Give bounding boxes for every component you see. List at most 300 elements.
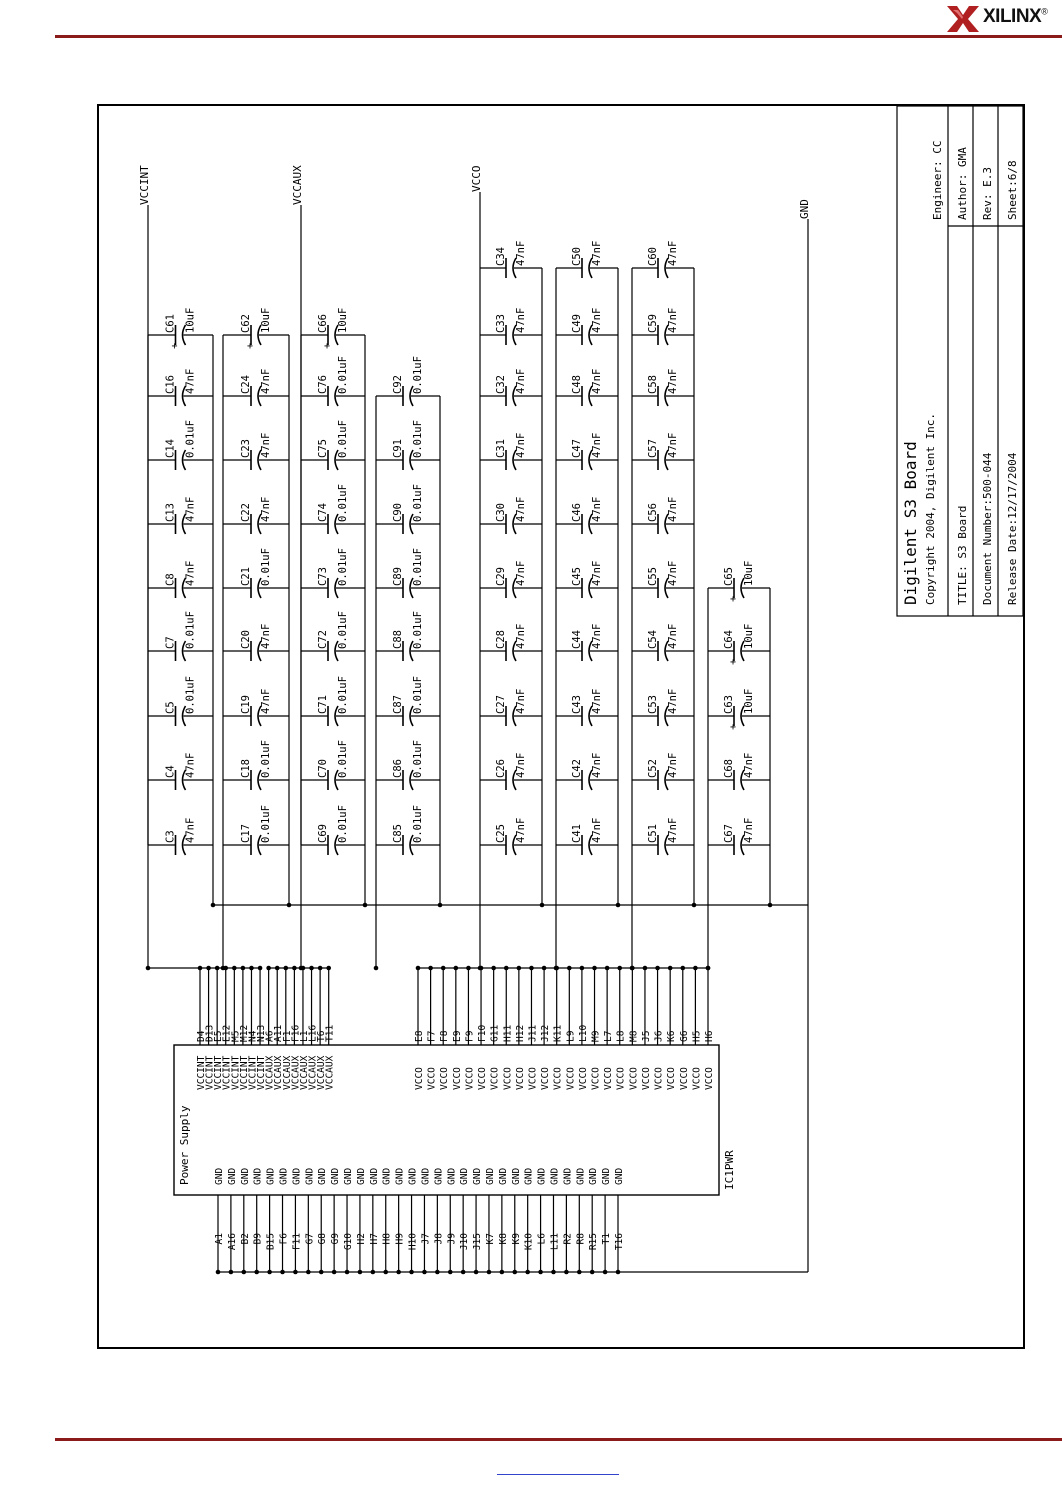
cap-value: 0.01uF <box>337 740 349 778</box>
pin-function-label: GND <box>304 1167 316 1185</box>
cap-value: 0.01uF <box>412 676 424 714</box>
cap-value: 0.01uF <box>337 805 349 843</box>
cap-refdes: C68 <box>723 759 735 778</box>
pin-function-label: VCCINT <box>230 1055 242 1090</box>
cap-value: 0.01uF <box>184 420 197 458</box>
cap-refdes: C66 <box>317 314 329 333</box>
cap-refdes: C46 <box>571 503 583 522</box>
junction-dot <box>299 966 304 971</box>
release-date: Release Date:12/17/2004 <box>1006 452 1019 605</box>
cap-refdes: C28 <box>495 630 507 649</box>
pin-function-label: GND <box>484 1167 496 1185</box>
pin-number-label: H12 <box>514 1024 526 1042</box>
cap-value: 47nF <box>591 432 603 458</box>
cap-refdes: C13 <box>164 503 177 522</box>
cap-value: 0.01uF <box>412 548 424 586</box>
pin-number-label: A1 <box>214 1233 225 1245</box>
cap-refdes: C50 <box>571 247 583 266</box>
pin-number-label: H5 <box>691 1030 703 1042</box>
cap-value: 47nF <box>591 623 603 649</box>
pin-function-label: GND <box>252 1167 264 1185</box>
pin-number-label: D13 <box>204 1024 216 1042</box>
pin-number-label: G10 <box>343 1233 355 1251</box>
xilinx-x-icon <box>945 4 981 34</box>
pin-function-label: VCCO <box>527 1067 539 1090</box>
pin-number-label: L9 <box>565 1030 577 1042</box>
cap-value: 47nF <box>667 496 679 522</box>
cap-value: 47nF <box>667 432 679 458</box>
pin-function-label: GND <box>317 1167 329 1185</box>
pin-function-label: VCCO <box>451 1067 463 1090</box>
board-name: Digilent S3 Board <box>901 441 920 605</box>
cap-value: 0.01uF <box>260 548 272 586</box>
pin-function-label: GND <box>420 1167 432 1185</box>
cap-value: 47nF <box>591 496 603 522</box>
cap-value: 0.01uF <box>412 805 424 843</box>
cap-value: 0.01uF <box>412 740 424 778</box>
cap-value: 0.01uF <box>337 484 349 522</box>
pin-number-label: B15 <box>265 1233 277 1251</box>
pin-number-label: L10 <box>577 1024 589 1042</box>
cap-refdes: C92 <box>392 375 404 394</box>
pin-number-label: H9 <box>394 1233 406 1245</box>
pin-number-label: F8 <box>439 1030 451 1042</box>
pin-number-label: J12 <box>540 1024 552 1042</box>
cap-refdes: C62 <box>240 314 252 333</box>
cap-refdes: C44 <box>571 630 583 649</box>
pin-number-label: L6 <box>536 1233 548 1245</box>
pin-number-label: G11 <box>489 1024 501 1042</box>
cap-refdes: C63 <box>723 695 735 714</box>
footer-rule <box>55 1438 1062 1441</box>
cap-value: 47nF <box>515 688 527 714</box>
cap-value: 47nF <box>591 307 603 333</box>
pin-function-label: GND <box>433 1167 445 1185</box>
junction-dot <box>692 903 697 908</box>
cap-refdes: C71 <box>317 695 329 714</box>
schematic-canvas <box>99 106 1023 1347</box>
cap-refdes: C45 <box>571 567 583 586</box>
cap-refdes: C51 <box>647 824 659 843</box>
junction-dot <box>540 903 545 908</box>
polarity-mark: + <box>324 341 331 352</box>
cap-value: 47nF <box>515 752 527 778</box>
pin-number-label: J15 <box>472 1233 484 1251</box>
pin-function-label: VCCAUX <box>316 1055 328 1090</box>
cap-value: 0.01uF <box>337 676 349 714</box>
pin-function-label: VCCO <box>577 1067 589 1090</box>
pin-function-label: VCCAUX <box>281 1055 293 1090</box>
cap-value: 10uF <box>184 307 197 333</box>
pin-function-label: VCCO <box>691 1067 703 1090</box>
cap-refdes: C60 <box>647 247 659 266</box>
cap-refdes: C24 <box>240 375 252 394</box>
pin-number-label: H7 <box>368 1233 380 1245</box>
junction-dot <box>630 966 635 971</box>
pin-function-label: VCCO <box>439 1067 451 1090</box>
cap-refdes: C75 <box>317 439 329 458</box>
cap-refdes: C7 <box>164 636 177 649</box>
junction-dot <box>146 966 151 971</box>
cap-refdes: C54 <box>647 630 659 649</box>
pin-number-label: A6 <box>264 1030 276 1042</box>
cap-refdes: C49 <box>571 314 583 333</box>
pin-number-label: J11 <box>527 1024 539 1042</box>
pin-number-label: K7 <box>484 1233 496 1245</box>
pin-number-label: L8 <box>615 1030 627 1042</box>
pin-function-label: GND <box>446 1167 458 1185</box>
cap-value: 47nF <box>260 688 272 714</box>
pin-number-label: L7 <box>603 1030 615 1042</box>
junction-dot <box>438 903 443 908</box>
cap-value: 47nF <box>515 623 527 649</box>
component-title: Power Supply <box>178 1105 191 1185</box>
cap-refdes: C41 <box>571 824 583 843</box>
pin-function-label: GND <box>472 1167 484 1185</box>
pin-function-label: VCCINT <box>221 1055 233 1090</box>
pin-function-label: GND <box>265 1167 277 1185</box>
cap-value: 47nF <box>667 688 679 714</box>
pin-function-label: GND <box>510 1167 522 1185</box>
pin-function-label: VCCO <box>514 1067 526 1090</box>
pin-function-label: VCCO <box>615 1067 627 1090</box>
cap-refdes: C5 <box>164 701 177 714</box>
junction-dot <box>374 966 379 971</box>
pin-number-label: K8 <box>497 1233 509 1245</box>
cap-refdes: C85 <box>392 824 404 843</box>
pin-function-label: VCCO <box>540 1067 552 1090</box>
pin-function-label: VCCO <box>426 1067 438 1090</box>
cap-refdes: C69 <box>317 824 329 843</box>
pin-function-label: VCCAUX <box>264 1055 276 1090</box>
pin-number-label: K9 <box>510 1233 522 1245</box>
pin-number-label: G8 <box>317 1233 329 1245</box>
pin-number-label: A11 <box>273 1024 285 1042</box>
junction-dot <box>363 903 368 908</box>
junction-dot <box>287 903 292 908</box>
cap-value: 47nF <box>667 817 679 843</box>
pin-number-label: M8 <box>628 1030 640 1042</box>
cap-refdes: C90 <box>392 503 404 522</box>
polarity-mark: + <box>730 657 737 668</box>
cap-value: 0.01uF <box>412 356 424 394</box>
cap-value: 0.01uF <box>184 611 197 649</box>
cap-refdes: C76 <box>317 375 329 394</box>
pin-number-label: H11 <box>502 1024 514 1042</box>
pin-number-label: G6 <box>678 1030 690 1042</box>
pin-number-label: F10 <box>477 1024 489 1042</box>
pin-number-label: D4 <box>196 1030 207 1042</box>
pin-number-label: T16 <box>614 1233 625 1251</box>
cap-value: 47nF <box>260 496 272 522</box>
cap-refdes: C65 <box>723 567 735 586</box>
pin-number-label: H6 <box>704 1030 715 1042</box>
pin-number-label: L1 <box>298 1030 310 1042</box>
cap-value: 0.01uF <box>337 548 349 586</box>
pin-function-label: GND <box>278 1167 290 1185</box>
component-refdes: IC1PWR <box>723 1150 736 1190</box>
cap-value: 47nF <box>591 817 603 843</box>
pin-number-label: G7 <box>304 1233 316 1245</box>
cap-refdes: C20 <box>240 630 252 649</box>
junction-dot <box>478 966 483 971</box>
pin-function-label: VCCO <box>552 1067 564 1090</box>
cap-refdes: C73 <box>317 567 329 586</box>
cap-refdes: C86 <box>392 759 404 778</box>
pin-function-label: VCCINT <box>238 1055 250 1090</box>
cap-refdes: C47 <box>571 439 583 458</box>
cap-refdes: C61 <box>164 314 177 333</box>
junction-dot <box>554 966 559 971</box>
cap-refdes: C89 <box>392 567 404 586</box>
pin-function-label: GND <box>368 1167 380 1185</box>
cap-refdes: C25 <box>495 824 507 843</box>
cap-refdes: C43 <box>571 695 583 714</box>
cap-refdes: C4 <box>164 765 177 778</box>
pin-function-label: GND <box>407 1167 419 1185</box>
cap-value: 47nF <box>591 240 603 266</box>
cap-value: 47nF <box>515 368 527 394</box>
pin-number-label: R2 <box>562 1233 574 1245</box>
pin-function-label: GND <box>291 1167 303 1185</box>
pin-function-label: VCCO <box>489 1067 501 1090</box>
pin-function-label: GND <box>394 1167 406 1185</box>
cap-refdes: C19 <box>240 695 252 714</box>
revision-text: Rev: E.3 <box>981 167 994 220</box>
pin-function-label: VCCO <box>678 1067 690 1090</box>
cap-value: 47nF <box>515 817 527 843</box>
pin-number-label: F6 <box>278 1233 290 1245</box>
cap-value: 0.01uF <box>260 805 272 843</box>
pin-number-label: T1 <box>601 1233 613 1245</box>
pin-number-label: F9 <box>464 1030 476 1042</box>
cap-value: 10uF <box>260 307 272 333</box>
cap-refdes: C52 <box>647 759 659 778</box>
logo-wordmark: XILINX® <box>983 6 1048 27</box>
cap-value: 47nF <box>667 368 679 394</box>
pin-function-label: GND <box>549 1167 561 1185</box>
title-text: TITLE: S3 Board <box>956 505 969 605</box>
cap-value: 47nF <box>667 307 679 333</box>
cap-value: 47nF <box>184 560 197 586</box>
pin-number-label: E9 <box>451 1030 463 1042</box>
pin-function-label: VCCINT <box>256 1055 268 1090</box>
pin-function-label: VCCINT <box>196 1055 207 1090</box>
pin-function-label: GND <box>381 1167 393 1185</box>
cap-refdes: C27 <box>495 695 507 714</box>
pin-function-label: GND <box>343 1167 355 1185</box>
pin-number-label: F7 <box>426 1030 438 1042</box>
cap-refdes: C30 <box>495 503 507 522</box>
cap-refdes: C57 <box>647 439 659 458</box>
cap-refdes: C21 <box>240 567 252 586</box>
cap-value: 0.01uF <box>412 484 424 522</box>
cap-value: 0.01uF <box>260 740 272 778</box>
cap-refdes: C8 <box>164 573 177 586</box>
pin-function-label: GND <box>330 1167 342 1185</box>
pin-function-label: GND <box>214 1167 225 1185</box>
junction-dot <box>616 903 621 908</box>
cap-value: 47nF <box>515 432 527 458</box>
polarity-mark: + <box>730 722 737 733</box>
cap-value: 47nF <box>591 752 603 778</box>
pin-function-label: GND <box>536 1167 548 1185</box>
net-label-vccint: VCCINT <box>138 165 151 205</box>
cap-value: 0.01uF <box>412 611 424 649</box>
pin-number-label: M9 <box>590 1030 602 1042</box>
cap-refdes: C23 <box>240 439 252 458</box>
junction-dot <box>211 903 216 908</box>
pin-number-label: K6 <box>666 1030 678 1042</box>
footer-link-underline[interactable] <box>497 1474 619 1475</box>
pin-number-label: H10 <box>407 1233 419 1251</box>
pin-function-label: VCCINT <box>247 1055 259 1090</box>
cap-refdes: C16 <box>164 375 177 394</box>
cap-refdes: C91 <box>392 439 404 458</box>
cap-refdes: C42 <box>571 759 583 778</box>
cap-refdes: C22 <box>240 503 252 522</box>
cap-value: 0.01uF <box>337 356 349 394</box>
pin-number-label: J9 <box>446 1233 458 1245</box>
pin-function-label: GND <box>239 1167 251 1185</box>
pin-function-label: VCCO <box>414 1067 425 1090</box>
cap-value: 47nF <box>667 240 679 266</box>
engineer-text: Engineer: CC <box>931 140 944 220</box>
cap-value: 47nF <box>515 560 527 586</box>
pin-function-label: VCCO <box>590 1067 602 1090</box>
pin-number-label: B2 <box>239 1233 251 1245</box>
pin-number-label: R15 <box>588 1233 600 1251</box>
cap-value: 47nF <box>591 560 603 586</box>
pin-number-label: B9 <box>252 1233 264 1245</box>
cap-refdes: C56 <box>647 503 659 522</box>
pin-function-label: GND <box>355 1167 367 1185</box>
pin-number-label: H2 <box>355 1233 367 1245</box>
pin-number-label: L16 <box>307 1024 319 1042</box>
pin-number-label: E5 <box>213 1030 225 1042</box>
pin-function-label: GND <box>614 1167 625 1185</box>
cap-value: 10uF <box>743 688 755 714</box>
cap-value: 0.01uF <box>337 611 349 649</box>
pin-function-label: VCCAUX <box>298 1055 310 1090</box>
cap-value: 47nF <box>184 817 197 843</box>
pin-number-label: J8 <box>433 1233 445 1245</box>
junction-dot <box>221 966 226 971</box>
pin-number-label: H8 <box>381 1233 393 1245</box>
cap-value: 47nF <box>184 368 197 394</box>
cap-refdes: C88 <box>392 630 404 649</box>
cap-refdes: C53 <box>647 695 659 714</box>
pin-number-label: K10 <box>523 1233 535 1251</box>
pin-number-label: F1 <box>281 1030 293 1042</box>
author-text: Author: GMA <box>956 147 969 220</box>
document-number: Document Number:500-044 <box>981 452 994 605</box>
net-label-gnd: GND <box>798 199 811 219</box>
pin-number-label: A16 <box>226 1233 238 1251</box>
pin-function-label: VCCO <box>628 1067 640 1090</box>
schematic-sheet <box>97 104 1025 1349</box>
net-label-vccaux: VCCAUX <box>291 165 304 205</box>
pin-function-label: VCCO <box>640 1067 652 1090</box>
polarity-mark: + <box>171 341 178 352</box>
cap-refdes: C31 <box>495 439 507 458</box>
pin-function-label: VCCINT <box>213 1055 225 1090</box>
pin-function-label: GND <box>459 1167 471 1185</box>
sheet-number: Sheet:6/8 <box>1006 160 1019 220</box>
pin-function-label: VCCO <box>464 1067 476 1090</box>
cap-refdes: C29 <box>495 567 507 586</box>
pin-function-label: VCCO <box>603 1067 615 1090</box>
cap-value: 0.01uF <box>412 420 424 458</box>
cap-refdes: C58 <box>647 375 659 394</box>
cap-value: 47nF <box>260 623 272 649</box>
pin-function-label: VCCAUX <box>307 1055 319 1090</box>
pin-number-label: T6 <box>316 1030 328 1042</box>
pin-function-label: VCCO <box>502 1067 514 1090</box>
pin-function-label: VCCINT <box>204 1055 216 1090</box>
cap-refdes: C3 <box>164 830 177 843</box>
pin-number-label: M5 <box>230 1030 242 1042</box>
cap-refdes: C64 <box>723 630 735 649</box>
cap-refdes: C48 <box>571 375 583 394</box>
pin-function-label: GND <box>562 1167 574 1185</box>
copyright-text: Copyright 2004, Digilent Inc. <box>924 412 937 605</box>
cap-value: 47nF <box>591 368 603 394</box>
cap-refdes: C59 <box>647 314 659 333</box>
pin-function-label: VCCAUX <box>324 1055 336 1090</box>
cap-refdes: C17 <box>240 824 252 843</box>
cap-refdes: C32 <box>495 375 507 394</box>
pin-function-label: VCCO <box>704 1067 715 1090</box>
cap-value: 10uF <box>743 623 755 649</box>
junction-dot <box>768 903 773 908</box>
cap-refdes: C34 <box>495 247 507 266</box>
cap-refdes: C14 <box>164 439 177 458</box>
cap-value: 0.01uF <box>337 420 349 458</box>
pin-function-label: GND <box>523 1167 535 1185</box>
junction-dot <box>706 966 711 971</box>
pin-function-label: GND <box>226 1167 238 1185</box>
pin-number-label: R8 <box>575 1233 587 1245</box>
pin-number-label: J10 <box>459 1233 471 1251</box>
pin-number-label: L11 <box>549 1233 561 1251</box>
cap-refdes: C26 <box>495 759 507 778</box>
pin-function-label: VCCO <box>666 1067 678 1090</box>
pin-number-label: N4 <box>247 1030 259 1042</box>
cap-refdes: C33 <box>495 314 507 333</box>
cap-value: 47nF <box>667 752 679 778</box>
cap-value: 47nF <box>515 496 527 522</box>
pin-function-label: VCCO <box>653 1067 665 1090</box>
cap-value: 0.01uF <box>184 676 197 714</box>
cap-value: 47nF <box>743 752 755 778</box>
cap-refdes: C70 <box>317 759 329 778</box>
cap-value: 47nF <box>515 307 527 333</box>
pin-number-label: G9 <box>330 1233 342 1245</box>
pin-function-label: VCCAUX <box>273 1055 285 1090</box>
cap-value: 47nF <box>591 688 603 714</box>
cap-value: 10uF <box>743 560 755 586</box>
polarity-mark: + <box>247 341 254 352</box>
pin-number-label: K11 <box>552 1024 564 1042</box>
cap-refdes: C55 <box>647 567 659 586</box>
pin-number-label: N13 <box>256 1024 268 1042</box>
header-rule <box>55 35 1062 38</box>
pin-number-label: J5 <box>640 1030 652 1042</box>
brand-logo <box>945 4 1048 34</box>
pin-number-label: E12 <box>221 1024 233 1042</box>
pin-function-label: VCCAUX <box>290 1055 302 1090</box>
